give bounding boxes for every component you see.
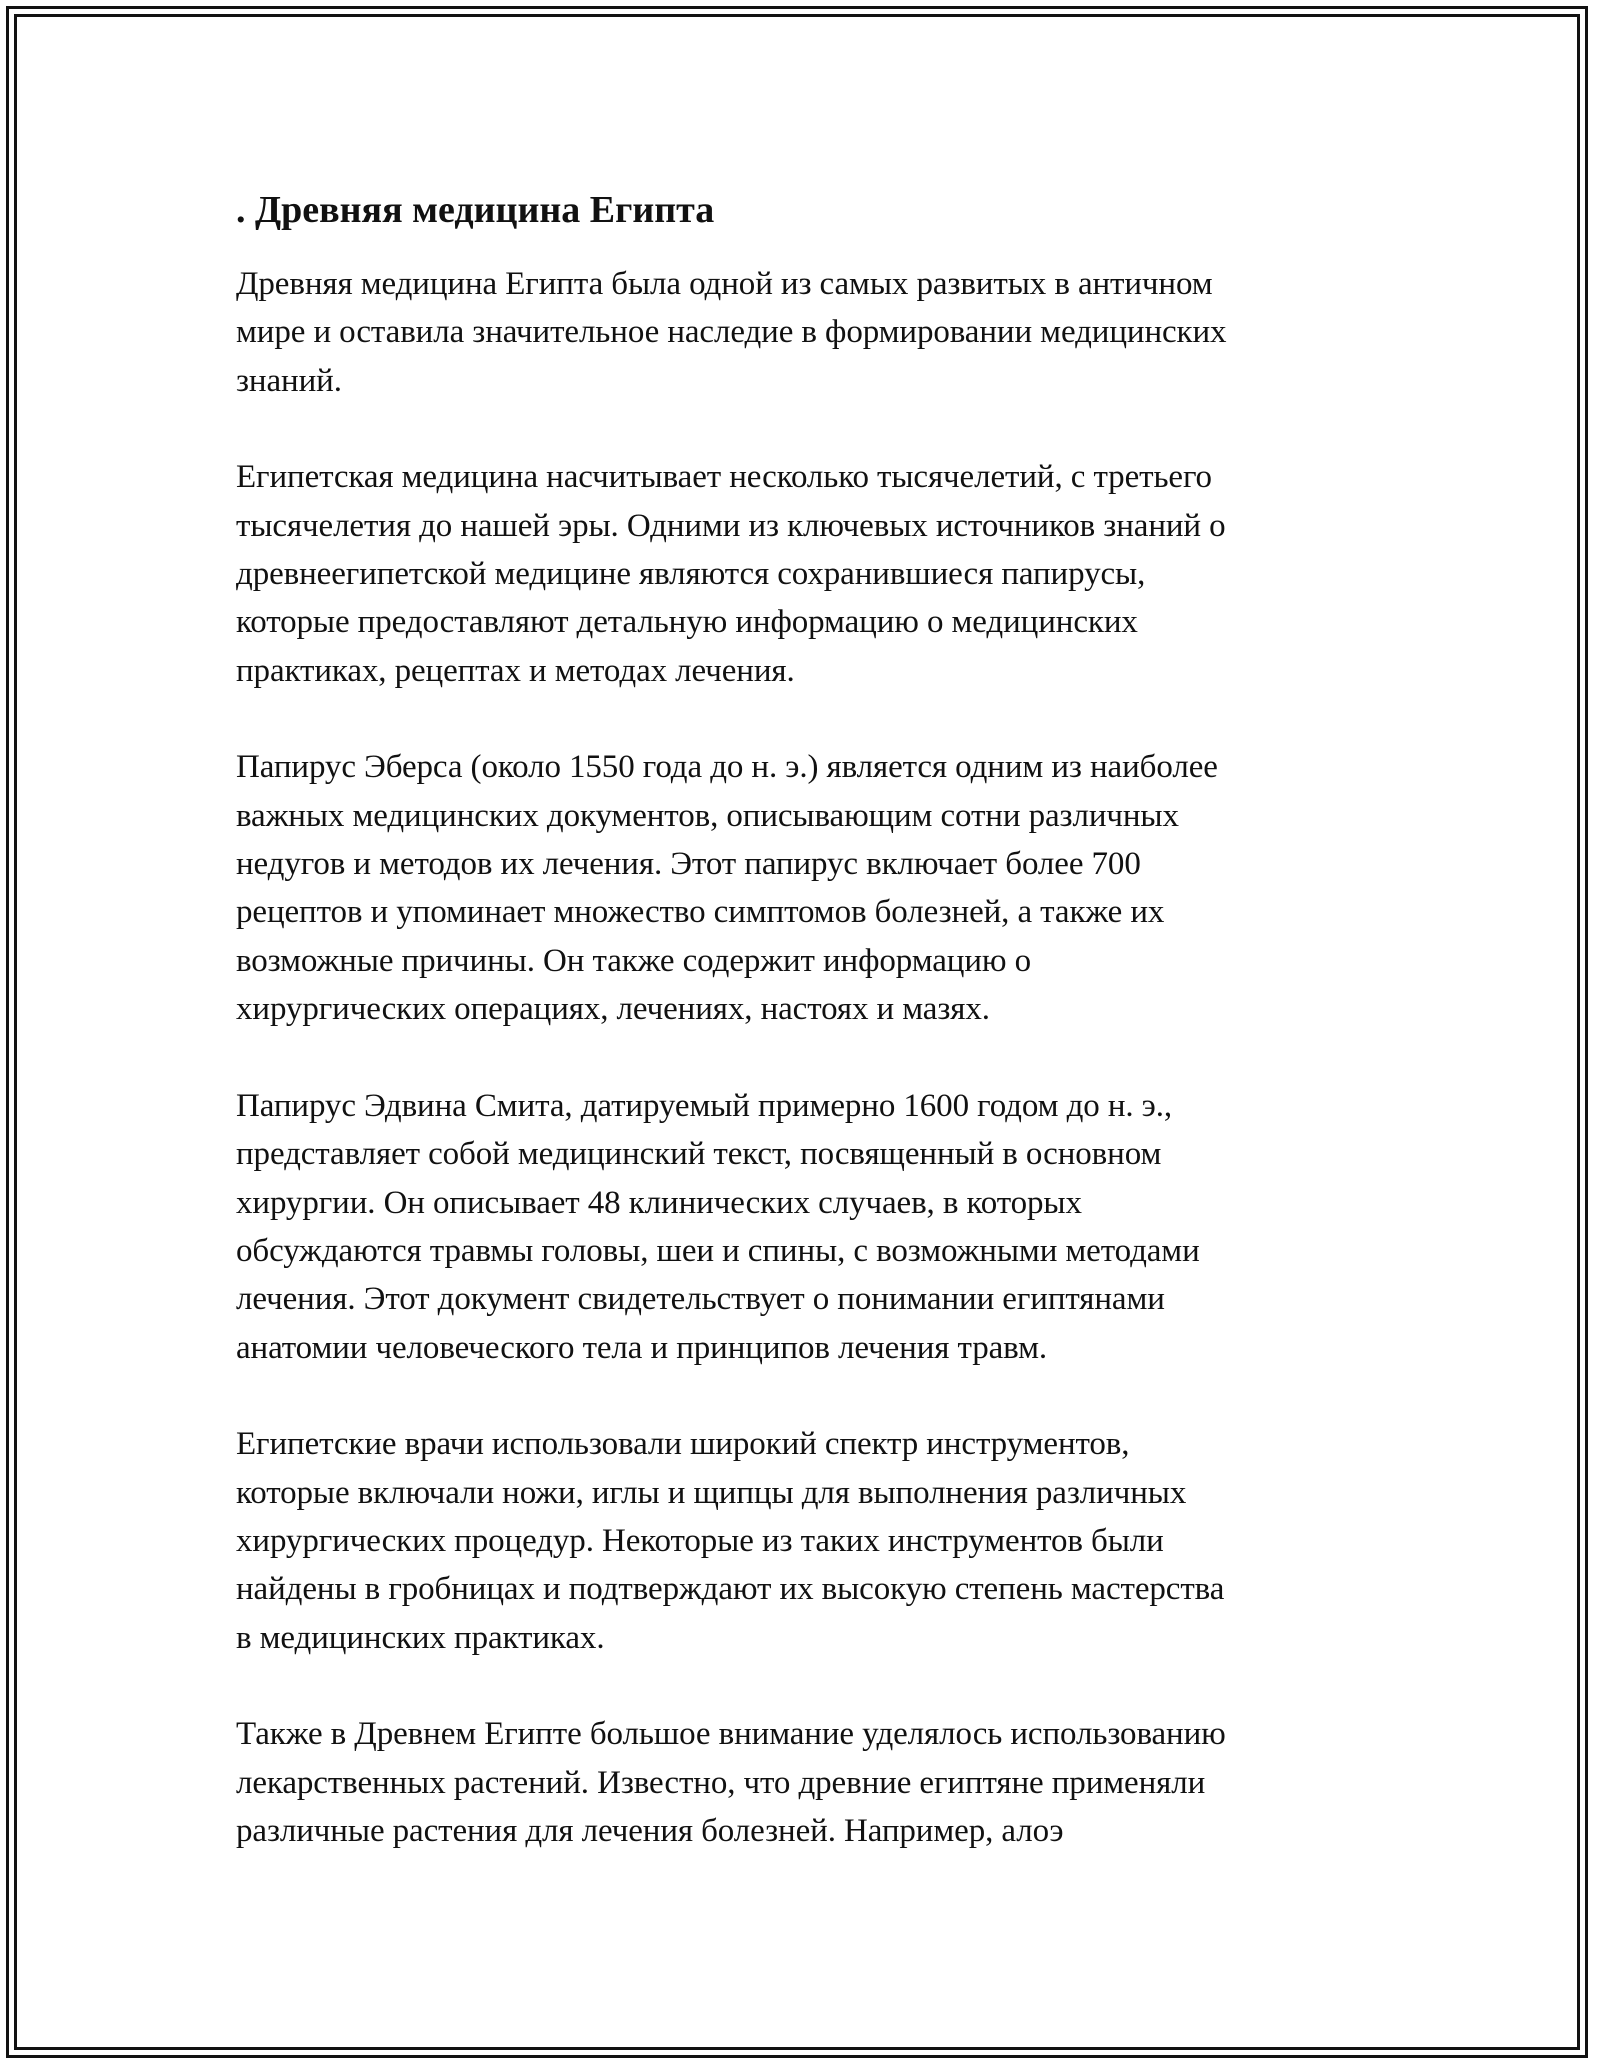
paragraph-history [236,453,1376,695]
paragraph-instruments [236,1420,1376,1662]
text-line: мире и оставила значительное наследие в формировании медицинских [236,314,1227,351]
text-line: важных медицинских документов, описывающим сотни различных [236,797,1179,834]
text-line: найдены в гробницах и подтверждают их высокую степень мастерства [236,1571,1225,1608]
text-line: лечения. Этот документ свидетельствует о понимании египтянами [236,1281,1165,1318]
text-line: в медицинских практиках. [236,1619,605,1656]
text-line: Древняя медицина Египта была одной из самых развитых в античном [236,266,1213,302]
text-line: возможные причины. Он также содержит информацию о [236,942,1032,979]
paragraph-ebers-papyrus [236,743,1376,1033]
paragraph-medicinal-plants [236,1710,1376,1855]
text-line: которые предоставляют детальную информацию о медицинских [236,604,1138,641]
text-line: представляет собой медицинский текст, посвященный в основном [236,1136,1162,1173]
text-line: хирургии. Он описывает 48 клинических случаев, в которых [236,1184,1082,1221]
text-line: Также в Древнем Египте большое внимание уделялось использованию [236,1716,1226,1753]
text-line: лекарственных растений. Известно, что древние египтяне применяли [236,1764,1206,1801]
text-line: различные растения для лечения болезней. Например, алоэ [236,1812,1064,1849]
paragraph-edwin-smith-papyrus [236,1082,1376,1372]
text-line: древнеегипетской медицине являются сохранившиеся папирусы, [236,556,1146,593]
text-line: хирургических операциях, лечениях, настоях и мазях. [236,991,990,1028]
text-line: недугов и методов их лечения. Этот папирус включает более 700 [236,846,1141,883]
text-line: рецептов и упоминает множество симптомов болезней, а также их [236,894,1165,931]
text-line: анатомии человеческого тела и принципов лечения травм. [236,1329,1048,1366]
text-line: обсуждаются травмы головы, шеи и спины, с возможными методами [236,1232,1200,1269]
document-body [236,186,1376,1903]
section-heading: . Древняя медицина Египта [236,189,715,231]
paragraph-intro [236,260,1376,405]
text-line: Папирус Эдвина Смита, датируемый примерно 1600 годом до н. э., [236,1087,1173,1124]
text-line: которые включали ножи, иглы и щипцы для выполнения различных [236,1474,1187,1511]
text-line: тысячелетия до нашей эры. Одними из ключевых источников знаний о [236,507,1226,544]
text-line: знаний. [236,362,342,399]
text-line: практиках, рецептах и методах лечения. [236,652,795,689]
text-line: Египетские врачи использовали широкий спектр инструментов, [236,1426,1130,1463]
text-line: Египетская медицина насчитывает несколько тысячелетий, с третьего [236,459,1212,496]
text-line: хирургических процедур. Некоторые из таких инструментов были [236,1522,1164,1559]
text-line: Папирус Эберса (около 1550 года до н. э.) является одним из наиболее [236,749,1218,786]
